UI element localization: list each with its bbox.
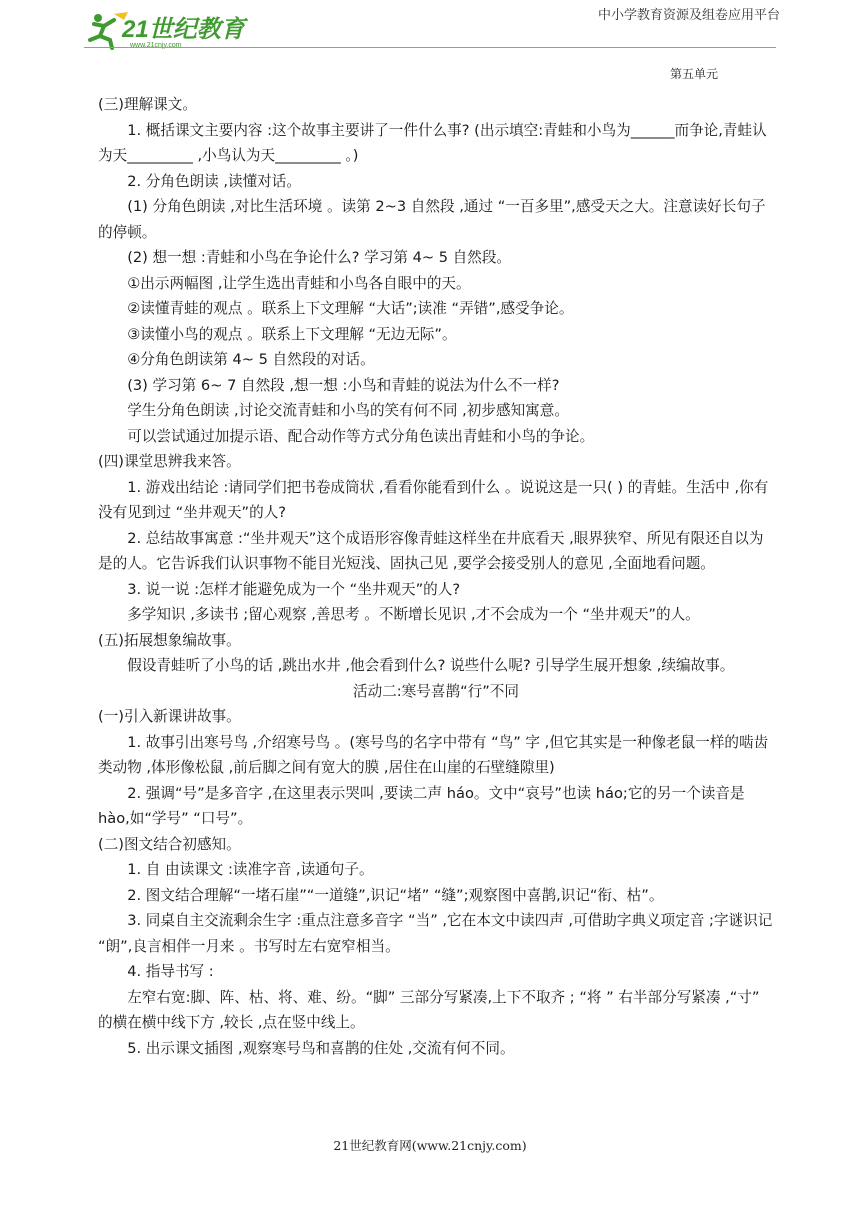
paragraph: 假设青蛙听了小鸟的话 ,跳出水井 ,他会看到什么? 说些什么呢? 引导学生展开想象 ,续编故事。 [127, 657, 735, 674]
paragraph: 3. 说一说 :怎样才能避免成为一个 “坐井观天”的人? [127, 580, 461, 598]
paragraph: 2. 图文结合理解“一堵石崖”“一道缝”,识记“堵” “缝”;观察图中喜鹊,识记“衔、枯”。 [127, 886, 664, 904]
section-heading: (二)图文结合初感知。 [98, 835, 241, 853]
paragraph: 1. 自 由读课文 :读准字音 ,读通句子。 [127, 861, 374, 878]
section-heading: (四)课堂思辨我来答。 [98, 453, 241, 470]
logo [84, 10, 254, 50]
svg-text:www.21cnjy.com: www.21cnjy.com [130, 42, 182, 49]
paragraph: 左窄右宽:脚、阵、枯、将、难、纷。“脚” 三部分写紧凑,上下不取齐 ; “将 ” 右半部分写紧凑 ,“寸” 的横在横中线下方 ,较长 ,点在竖中线上。 [98, 988, 760, 1031]
paragraph: 1. 游戏出结论 :请同学们把书卷成筒状 ,看看你能看到什么 。说说这是一只( ) 的青蛙。生活中 ,你有没有见到过 “坐井观天”的人? [98, 478, 769, 521]
paragraph: 5. 出示课文插图 ,观察寒号鸟和喜鹊的住处 ,交流有何不同。 [127, 1039, 515, 1057]
runner-logo-icon [84, 10, 254, 50]
paragraph: ④分角色朗读第 4~ 5 自然段的对话。 [127, 351, 375, 368]
activity-title: 活动二:寒号喜鹊“行”不同 [353, 682, 519, 700]
paragraph: (2) 想一想 :青蛙和小鸟在争论什么? 学习第 4~ 5 自然段。 [127, 249, 512, 266]
footer-text: 21世纪教育网(www.21cnjy.com) [333, 1138, 527, 1153]
paragraph: (1) 分角色朗读 ,对比生活环境 。读第 2~3 自然段 ,通过 “一百多里”,感受天之大。注意读好长句子的停顿。 [98, 198, 766, 241]
section-heading: (三)理解课文。 [98, 96, 197, 113]
paragraph: 2. 强调“号”是多音字 ,在这里表示哭叫 ,要读二声 háo。文中“哀号”也读 háo;它的另一个读音是 hào,如“学号” “口号”。 [98, 784, 745, 827]
paragraph: 学生分角色朗读 ,讨论交流青蛙和小鸟的笑有何不同 ,初步感知寓意。 [127, 402, 569, 419]
platform-name: 中小学教育资源及组卷应用平台 [597, 8, 780, 23]
paragraph: ①出示两幅图 ,让学生选出青蛙和小鸟各自眼中的天。 [127, 274, 471, 292]
paragraph: ③读懂小鸟的观点 。联系上下文理解 “无边无际”。 [127, 325, 457, 343]
paragraph: 1. 故事引出寒号鸟 ,介绍寒号鸟 。(寒号鸟的名字中带有 “鸟” 字 ,但它其实是一种像老鼠一样的啮齿类动物 ,体形像松鼠 ,前后脚之间有宽大的膜 ,居住在山崖的石壁缝隙里) [98, 733, 769, 776]
section-heading: (一)引入新课讲故事。 [98, 708, 241, 725]
paragraph: 1. 概括课文主要内容 :这个故事主要讲了一件什么事? (出示填空:青蛙和小鸟为______而争论,青蛙认为天_________ ,小鸟认为天_________ 。) [98, 121, 767, 164]
paragraph: (3) 学习第 6~ 7 自然段 ,想一想 :小鸟和青蛙的说法为什么不一样? [127, 376, 560, 394]
svg-text:21世纪教育: 21世纪教育 [122, 16, 245, 43]
paragraph: 3. 同桌自主交流剩余生字 :重点注意多音字 “当” ,它在本文中读四声 ,可借助字典义项定音 ;字谜识记 “朗”,良言相伴一月来 。书写时左右宽窄相当。 [98, 912, 773, 955]
header-divider [84, 47, 776, 48]
paragraph: 4. 指导书写 : [127, 963, 214, 980]
paragraph: ②读懂青蛙的观点 。联系上下文理解 “大话”;读准 “弄错”,感受争论。 [127, 300, 574, 317]
paragraph: 多学知识 ,多读书 ;留心观察 ,善思考 。不断增长见识 ,才不会成为一个 “坐井观天”的人。 [127, 606, 700, 623]
document-body [98, 92, 774, 1061]
paragraph: 可以尝试通过加提示语、配合动作等方式分角色读出青蛙和小鸟的争论。 [127, 427, 595, 445]
paragraph: 2. 总结故事寓意 :“坐井观天”这个成语形容像青蛙这样坐在井底看天 ,眼界狭窄、所见有限还自以为是的人。它告诉我们认识事物不能目光短浅、固执己见 ,要学会接受别人的意见 ,全面地看问题。 [98, 529, 764, 572]
paragraph: 2. 分角色朗读 ,读懂对话。 [127, 172, 301, 190]
section-heading: (五)拓展想象编故事。 [98, 631, 241, 649]
unit-label: 第五单元 [669, 67, 718, 81]
